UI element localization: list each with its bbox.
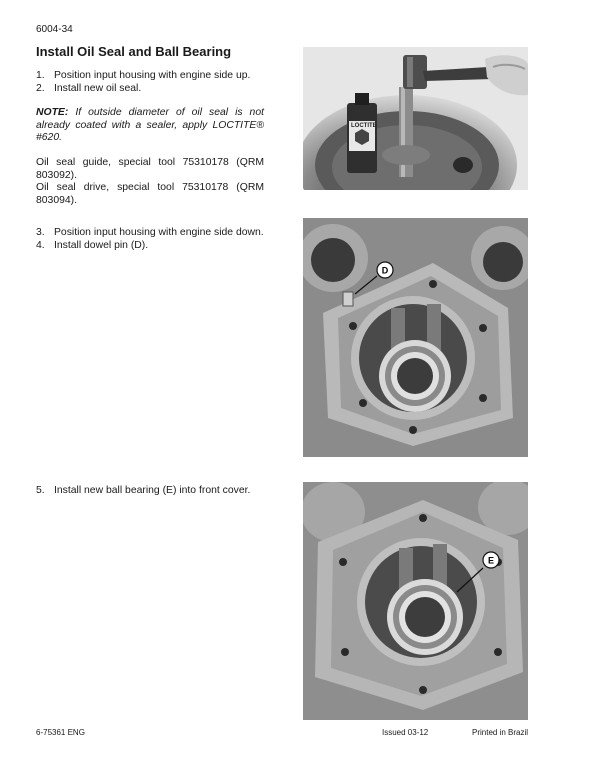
- photo-ball-bearing: [303, 482, 528, 720]
- step-2: 2. Install new oil seal.: [36, 82, 142, 94]
- callout-d-label: D: [381, 265, 389, 276]
- tool-oil-seal-drive: Oil seal drive, special tool 75310178 (QRM 803094).: [36, 182, 264, 206]
- steps-list-2: [36, 227, 264, 252]
- section-dowel-pin: [36, 227, 264, 252]
- footer-printed: Printed in Brazil: [472, 728, 529, 737]
- section-ball-bearing: [36, 485, 264, 498]
- note-label: NOTE:: [36, 107, 69, 119]
- tool-oil-seal-guide: Oil seal guide, special tool 75310178 (QRM 803092).: [36, 156, 264, 181]
- section-oil-seal: [36, 70, 264, 207]
- footer-doc-number: 6-75361 ENG: [36, 728, 85, 737]
- step-3: 3. Position input housing with engine side down.: [36, 227, 264, 238]
- step-1: 1. Position input housing with engine side up.: [36, 70, 251, 81]
- page-title: Install Oil Seal and Ball Bearing: [36, 44, 232, 59]
- steps-list-1: [36, 70, 264, 95]
- page-number: 6004-34: [36, 24, 73, 35]
- photo-dowel-pin: [303, 218, 528, 457]
- note: [36, 107, 264, 145]
- step-4: 4. Install dowel pin (D).: [36, 239, 149, 251]
- steps-list-3: [36, 485, 264, 498]
- step-5: 5. Install new ball bearing (E) into front cover.: [36, 485, 251, 496]
- note-text: If outside diameter of oil seal is not already coated with a sealer, apply LOCTITE® #620.: [36, 107, 264, 144]
- footer-issued: Issued 03-12: [382, 728, 429, 737]
- callout-e-label: E: [487, 555, 495, 566]
- photo-oil-seal-install: [303, 47, 528, 190]
- loctite-label: LOCTITE: [351, 123, 377, 129]
